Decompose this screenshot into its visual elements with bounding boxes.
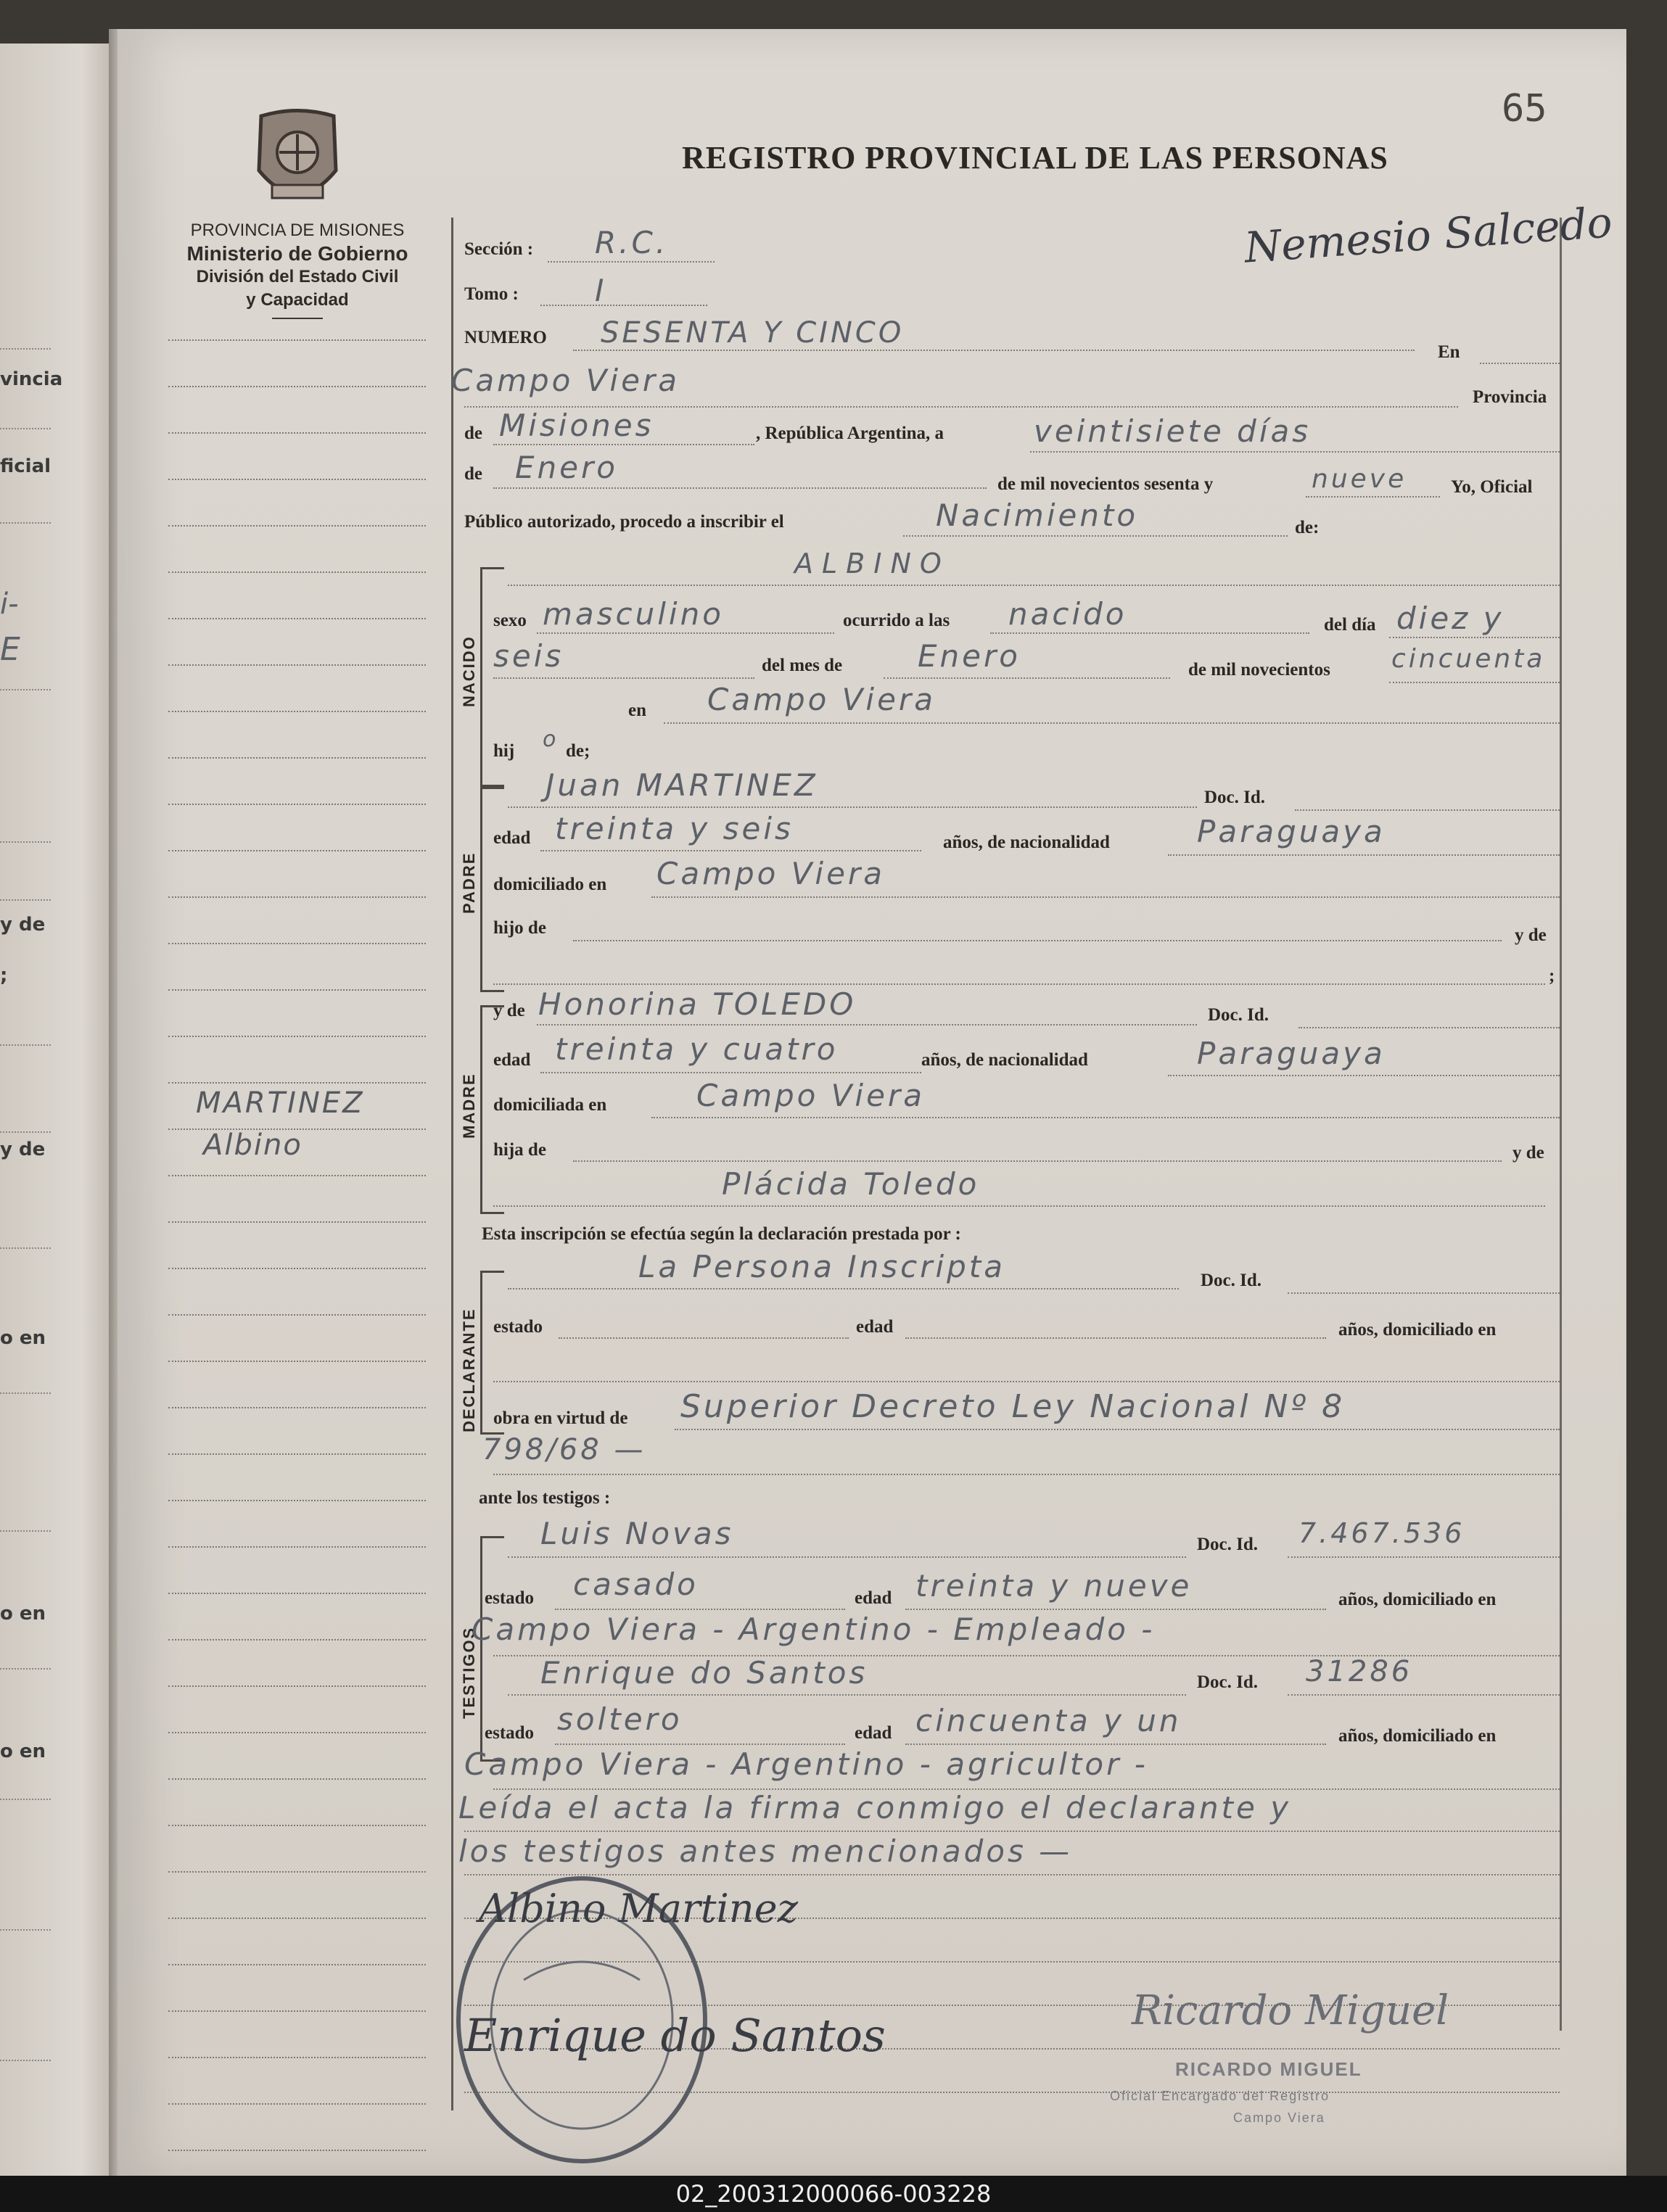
witness1-estado-label: estado [485, 1588, 535, 1608]
mother-name: Honorina TOLEDO [538, 986, 857, 1022]
margin-ruled-line [168, 1685, 426, 1687]
margin-ruled-line [168, 618, 426, 619]
declarante-section-label: DECLARANTE [460, 1308, 478, 1432]
mother-address-value: Campo Viera [696, 1078, 925, 1113]
margin-ruled-line [168, 943, 426, 944]
margin-ruled-line [168, 2103, 426, 2105]
official-stamp-title: Oficial Encargado del Registro [1110, 2089, 1330, 2103]
margin-ruled-line [168, 757, 426, 759]
de-label: de [464, 424, 482, 443]
previous-page-edge [0, 44, 116, 2176]
birth-month-value: Enero [918, 638, 1021, 674]
margin-ruled-line [168, 989, 426, 991]
madre-y-de2-label: y de [1512, 1143, 1544, 1163]
margin-ruled-line [168, 525, 426, 527]
day-value: diez y [1396, 601, 1505, 636]
padre-semicolon: ; [1549, 966, 1555, 986]
margin-ruled-line [168, 2010, 426, 2012]
birth-place-value: Campo Viera [707, 682, 936, 717]
left-fragment: y de [0, 914, 46, 936]
signature-official: Ricardo Miguel [1132, 1987, 1449, 2034]
act-value: Nacimiento [936, 498, 1139, 533]
division-name: División del Estado Civil [196, 267, 399, 286]
tomo-value: I [595, 273, 607, 308]
yo-oficial-label: Yo, Oficial [1451, 477, 1533, 497]
margin-ruled-line [168, 2057, 426, 2058]
seccion-label: Sección : [464, 239, 534, 259]
margin-ruled-line [168, 804, 426, 805]
days-value: veintisiete días [1034, 413, 1312, 449]
testigos-intro: ante los testigos : [479, 1488, 611, 1508]
numero-value: SESENTA Y CINCO [601, 316, 905, 350]
seccion-value: R.C. [595, 225, 669, 260]
corner-signature: Nemesio Salcedo [1243, 197, 1614, 273]
mil-novecientos-label: de mil novecientos sesenta y [997, 474, 1214, 494]
page-number: 65 [1502, 87, 1547, 131]
del-mes-label: del mes de [762, 656, 843, 675]
nacido-section-label: NACIDO [460, 635, 478, 707]
margin-ruled-line [168, 1778, 426, 1780]
mother-nationality-value: Paraguaya [1197, 1036, 1386, 1071]
closing-line-2: los testigos antes mencionados — [458, 1833, 1073, 1869]
division-capacity: y Capacidad [246, 290, 349, 310]
margin-divider [451, 218, 453, 2110]
left-fragment: o en [0, 1741, 46, 1762]
official-stamp-name: RICARDO MIGUEL [1175, 2058, 1362, 2080]
child-name: ALBINO [794, 548, 950, 579]
birth-year-value: cincuenta [1391, 644, 1546, 674]
official-stamp-place: Campo Viera [1233, 2110, 1325, 2125]
en-birth-label: en [628, 701, 646, 720]
declarante-anios-label: años, domiciliado en [1338, 1320, 1497, 1340]
provincia-label: Provincia [1473, 387, 1547, 407]
page-title: REGISTRO PROVINCIAL DE LAS PERSONAS [682, 140, 1388, 176]
margin-ruled-line [168, 1221, 426, 1223]
province-emblem-icon [250, 109, 345, 210]
witness2-name: Enrique do Santos [540, 1655, 868, 1691]
maternal-grandmother-value: Plácida Toledo [722, 1166, 980, 1202]
margin-ruled-line [168, 896, 426, 898]
left-fragment: y de [0, 1139, 46, 1160]
padre-domicilio-label: domiciliado en [493, 875, 607, 894]
margin-ruled-line [168, 339, 426, 341]
image-id-footer: 02_200312000066-003228 [0, 2176, 1667, 2212]
margin-ruled-line [168, 1175, 426, 1176]
witness1-edad-label: edad [855, 1588, 892, 1608]
declarant-name: La Persona Inscripta [638, 1249, 1005, 1284]
margin-ruled-line [168, 1500, 426, 1501]
left-fragment: o en [0, 1327, 46, 1349]
sex-value: masculino [543, 596, 724, 632]
month-value: Enero [515, 450, 618, 485]
margin-ruled-line [168, 1082, 426, 1084]
left-fragment: i- [0, 587, 19, 621]
margin-ruled-line [168, 1918, 426, 1919]
hijo-de-label: de; [566, 741, 590, 761]
republica-label: , República Argentina, a [756, 424, 944, 443]
margin-surname: MARTINEZ [196, 1086, 365, 1120]
father-address-value: Campo Viera [656, 856, 885, 891]
witness1-address-value: Campo Viera - Argentino - Empleado - [472, 1611, 1156, 1647]
hour-value: nacido [1008, 596, 1127, 632]
witness2-estado-value: soltero [557, 1701, 683, 1737]
madre-section-label: MADRE [460, 1073, 478, 1139]
witness2-estado-label: estado [485, 1723, 535, 1743]
margin-ruled-line [168, 432, 426, 434]
margin-ruled-line [168, 1639, 426, 1641]
father-age-value: treinta y seis [555, 811, 794, 846]
margin-ruled-line [168, 1546, 426, 1548]
margin-ruled-line [168, 1268, 426, 1269]
declarante-doc-label: Doc. Id. [1201, 1271, 1262, 1290]
declarante-estado-label: estado [493, 1317, 543, 1337]
witness1-age-value: treinta y nueve [915, 1568, 1193, 1604]
left-fragment: o en [0, 1603, 46, 1625]
margin-ruled-line [168, 386, 426, 387]
padre-doc-label: Doc. Id. [1204, 788, 1266, 807]
witness2-doc-label: Doc. Id. [1197, 1672, 1259, 1692]
madre-hija-de-label: hija de [493, 1140, 546, 1160]
witness1-anios-label: años, domiciliado en [1338, 1590, 1497, 1609]
hijo-suffix: o [543, 727, 559, 752]
margin-ruled-line [168, 1732, 426, 1733]
legal-basis-value-2: 798/68 — [482, 1433, 646, 1466]
declarante-edad-label: edad [856, 1317, 894, 1337]
ministry-name: Ministerio de Gobierno [186, 242, 408, 265]
left-fragment: ficial [0, 455, 52, 477]
witness2-doc-value: 31286 [1306, 1655, 1413, 1688]
witness1-doc-value: 7.467.536 [1298, 1517, 1465, 1549]
legal-basis-value: Superior Decreto Ley Nacional Nº 8 [680, 1388, 1346, 1425]
margin-ruled-line [168, 1593, 426, 1594]
left-fragment: vincia [0, 368, 63, 390]
margin-ruled-line [168, 1871, 426, 1873]
tomo-label: Tomo : [464, 284, 519, 304]
father-name: Juan MARTINEZ [546, 767, 818, 803]
margin-ruled-line [168, 2150, 426, 2151]
margin-ruled-line [168, 1314, 426, 1316]
de2-label: de [464, 464, 482, 484]
father-nationality-value: Paraguaya [1197, 814, 1386, 849]
testigos-section-label: TESTIGOS [460, 1626, 478, 1719]
madre-nacionalidad-label: años, de nacionalidad [921, 1050, 1088, 1070]
padre-nacionalidad-label: años, de nacionalidad [943, 833, 1110, 852]
margin-ruled-line [168, 664, 426, 666]
left-fragment: ; [0, 965, 8, 986]
sexo-label: sexo [493, 611, 527, 630]
left-fragment: E [0, 631, 20, 668]
margin-ruled-line [168, 1453, 426, 1455]
madre-y-de-label: y de [493, 1001, 525, 1020]
issuing-authority [145, 219, 450, 319]
ocurrido-label: ocurrido a las [843, 611, 950, 630]
padre-y-de-label: y de [1515, 925, 1547, 945]
padre-hijo-de-label: hijo de [493, 918, 546, 938]
padre-edad-label: edad [493, 828, 531, 848]
margin-ruled-line [168, 1407, 426, 1408]
witness2-age-value: cincuenta y un [915, 1703, 1182, 1738]
witness2-address-value: Campo Viera - Argentino - agricultor - [464, 1746, 1148, 1782]
witness1-estado-value: casado [573, 1567, 699, 1602]
province-name: PROVINCIA DE MISIONES [190, 220, 405, 240]
margin-given-name: Albino [203, 1128, 302, 1162]
madre-doc-label: Doc. Id. [1208, 1005, 1269, 1025]
margin-ruled-line [168, 850, 426, 851]
padre-section-label: PADRE [460, 851, 478, 914]
publico-label: Público autorizado, procedo a inscribir el [464, 512, 784, 532]
margin-ruled-line [168, 711, 426, 712]
witness1-name: Luis Novas [540, 1516, 734, 1551]
en-label: En [1438, 342, 1460, 362]
del-dia-label: del día [1324, 615, 1376, 635]
margin-ruled-line [168, 479, 426, 480]
province-value: Misiones [499, 408, 654, 443]
signature-enrique-do-santos: Enrique do Santos [464, 2009, 886, 2062]
closing-line-1: Leída el acta la firma conmigo el declarante y [458, 1790, 1292, 1825]
witness2-anios-label: años, domiciliado en [1338, 1726, 1497, 1746]
day2-value: seis [493, 638, 564, 674]
de3-label: de: [1295, 518, 1320, 537]
margin-ruled-line [168, 1964, 426, 1965]
margin-ruled-line [168, 1361, 426, 1362]
witness2-edad-label: edad [855, 1723, 892, 1743]
madre-domicilio-label: domiciliada en [493, 1095, 607, 1115]
madre-edad-label: edad [493, 1050, 531, 1070]
obra-label: obra en virtud de [493, 1408, 628, 1428]
margin-ruled-line [168, 1036, 426, 1037]
year-value: nueve [1312, 464, 1407, 494]
mil-novecientos-birth-label: de mil novecientos [1188, 660, 1330, 680]
signature-albino-martinez: Albino Martinez [479, 1886, 799, 1931]
mother-age-value: treinta y cuatro [555, 1031, 839, 1067]
right-border [1560, 218, 1562, 2031]
place-value: Campo Viera [451, 363, 680, 398]
numero-label: NUMERO [464, 328, 547, 347]
margin-ruled-line [168, 571, 426, 573]
witness1-doc-label: Doc. Id. [1197, 1535, 1259, 1554]
margin-ruled-line [168, 1825, 426, 1826]
declarante-intro: Esta inscripción se efectúa según la declaración prestada por : [482, 1224, 961, 1244]
hijo-label: hij [493, 741, 515, 761]
